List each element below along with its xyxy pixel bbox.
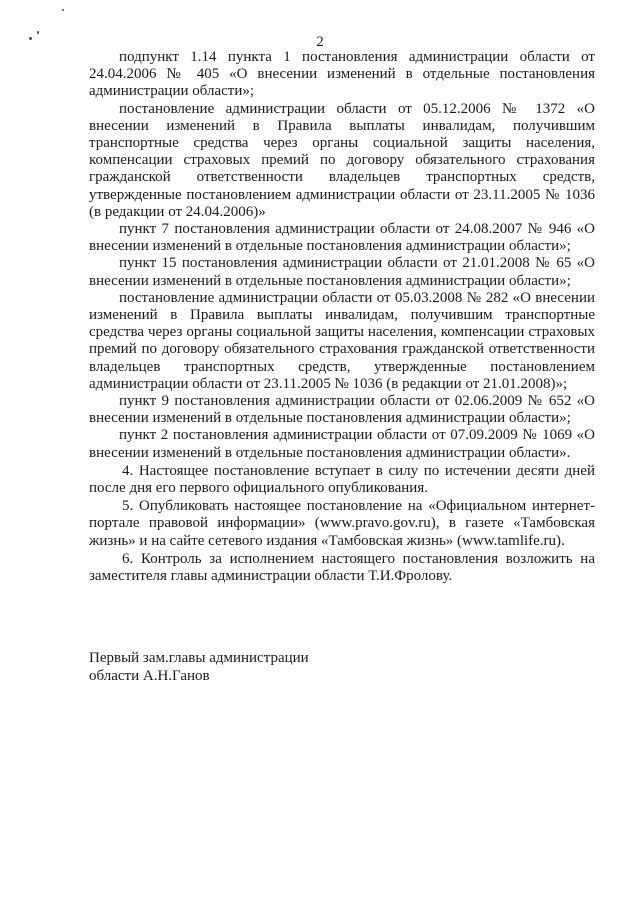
document-body: [89, 49, 595, 585]
clause-5-publication: 5. Опубликовать настоящее постановление на «Официальном интернет-портале правовой информации» (www.pravo.gov.ru), в газете «Тамбовская жизнь» и на сайте сетевого издания «Тамбовская жизнь» (www.tamlife.ru).: [89, 498, 595, 549]
signatory-position: Первый зам.главы администрации: [89, 650, 309, 666]
signatory-name: области А.Н.Ганов: [89, 667, 210, 684]
signature-block: [89, 650, 389, 685]
repealed-item-4: пункт 15 постановления администрации области от 21.01.2008 № 65 «О внесении изменений в отдельные постановления администрации области»;: [89, 255, 595, 289]
repealed-item-2: постановление администрации области от 05.12.2006 № 1372 «О внесении изменений в Правила выплаты инвалидам, получившим транспортные средства через органы социальной защиты населения, компенсации страховых премий по договору обязательного страхования гражданской ответственности владельцев транспортных средств, утвержденные постановлением администрации области от 23.11.2005 № 1036 (в редакции от 24.04.2006)»: [89, 100, 595, 220]
repealed-item-3: пункт 7 постановления администрации области от 24.08.2007 № 946 «О внесении изменений в отдельные постановления администрации области»;: [89, 221, 595, 255]
page-number: 2: [316, 34, 324, 50]
repealed-item-7: пункт 2 постановления администрации области от 07.09.2009 № 1069 «О внесении изменений в отдельные постановления администрации области».: [89, 427, 595, 461]
clause-6-control: 6. Контроль за исполнением настоящего постановления возложить на заместителя главы администрации области Т.И.Фролову.: [89, 550, 595, 585]
clause-4-effective-date: 4. Настоящее постановление вступает в силу по истечении десяти дней после дня его первого официального опубликования.: [89, 462, 595, 497]
repealed-item-1: подпункт 1.14 пункта 1 постановления администрации области от 24.04.2006 № 405 «О внесении изменений в отдельные постановления администрации области»;: [89, 49, 595, 100]
scan-speck: [62, 9, 64, 11]
repealed-item-5: постановление администрации области от 05.03.2008 № 282 «О внесении изменений в Правила выплаты инвалидам, получившим транспортные средства через органы социальной защиты населения, компенсации страховых премий по договору обязательного страхования гражданской ответственности владельцев транспортных средств, утвержденные постановлением администрации области от 23.11.2005 № 1036 (в редакции от 21.01.2008)»;: [89, 289, 595, 392]
repealed-item-6: пункт 9 постановления администрации области от 02.06.2009 № 652 «О внесении изменений в отдельные постановления администрации области»;: [89, 393, 595, 427]
